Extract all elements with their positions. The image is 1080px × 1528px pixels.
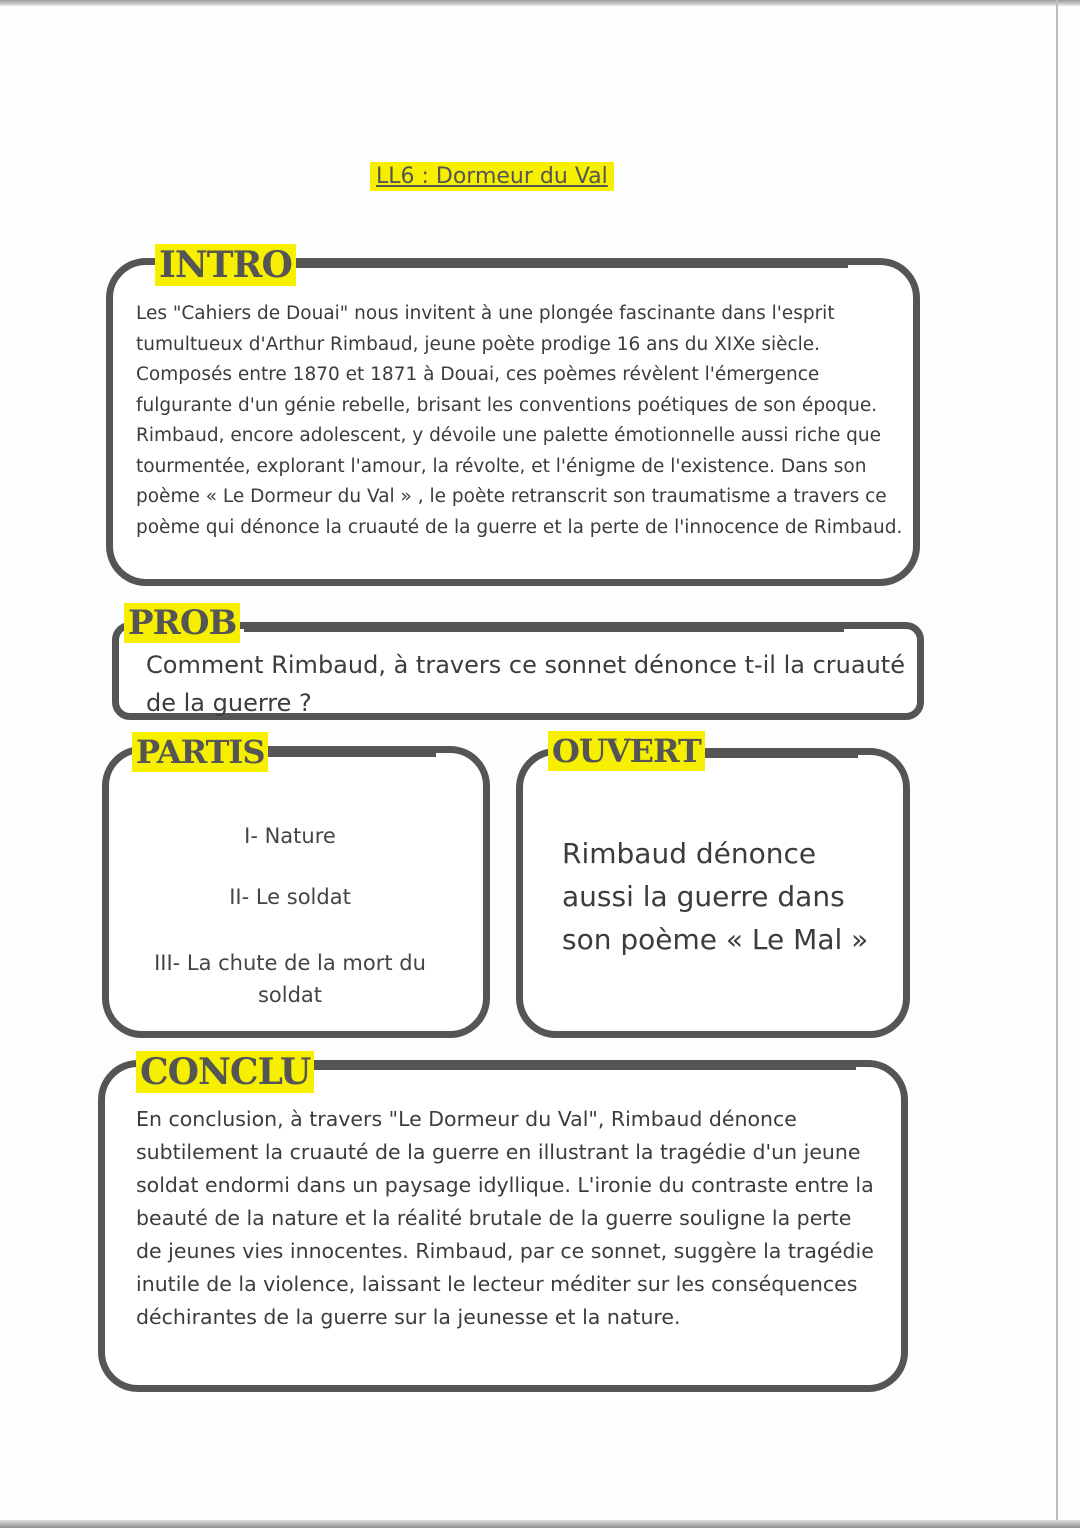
prob-header-line [244,626,844,632]
partis-item-chute: III- La chute de la mort du soldat [154,951,426,1007]
ouvert-text: Rimbaud dénonce aussi la guerre dans son poème « Le Mal » [562,837,869,956]
prob-text: Comment Rimbaud, à travers ce sonnet dénonce t-il la cruauté de la guerre ? [146,651,905,717]
conclu-text: En conclusion, à travers "Le Dormeur du Val", Rimbaud dénonce subtilement la cruauté de la guerre en illustrant la tragédie d'un jeune soldat endormi dans un paysage idyllique. L'ironie du contraste entre la beauté de la nature et la réalité brutale de la guerre souligne la perte de jeunes vies innocentes. Rimbaud, par ce sonnet, suggère la tragédie inutile de la violence, laissant le lecteur méditer sur les conséquences déchirantes de la guerre sur la jeunesse et la nature. [136,1107,874,1329]
conclu-header-line [296,1064,856,1070]
intro-label: INTRO [155,244,296,286]
partis-label: PARTIS [132,732,268,772]
sheet-edge-top [0,0,1080,6]
conclu-label: CONCLU [136,1051,314,1093]
intro-header-line [288,262,848,268]
partis-item-soldat: II- Le soldat [229,885,351,909]
sheet-edge-bottom [0,1520,1080,1528]
page-title: LL6 : Dormeur du Val [370,162,614,191]
partis-header-line [256,751,436,757]
partis-item-nature: I- Nature [244,824,336,848]
sheet-edge-right [1056,0,1058,1528]
prob-label: PROB [124,603,240,643]
ouvert-label: OUVERT [548,731,705,771]
intro-text: Les "Cahiers de Douai" nous invitent à une plongée fascinante dans l'esprit tumultueux d'Arthur Rimbaud, jeune poète prodige 16 ans du XIXe siècle. Composés entre 1870 et 1871 à Douai, ces poèmes révèlent l'émergence fulgurante d'un génie rebelle, brisant les conventions poétiques de son époque. Rimbaud, encore adolescent, y dévoile une palette émotionnelle aussi riche que tourmentée, explorant l'amour, la révolte, et l'énigme de l'existence. Dans son poème « Le Dormeur du Val » , le poète retranscrit son traumatisme a travers ce poème qui dénonce la cruauté de la guerre et la perte de l'innocence de Rimbaud. [136,303,903,538]
